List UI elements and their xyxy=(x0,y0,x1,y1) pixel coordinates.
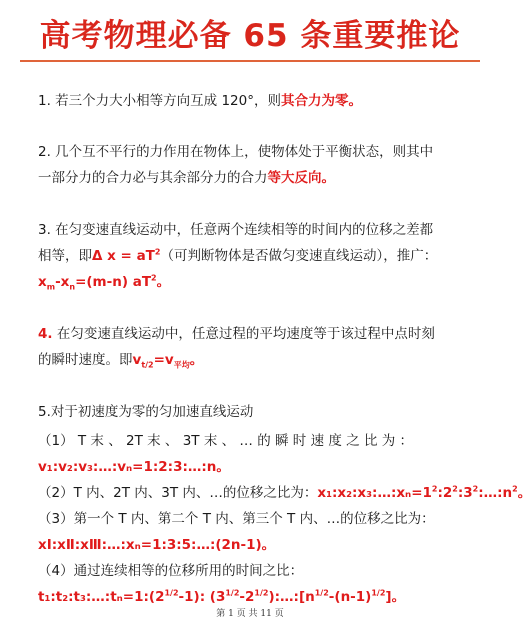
item-2-highlight: 等大反向。 xyxy=(267,170,335,186)
item-4-line-2: 的瞬时速度。即$v_{t/2}=v_{平均}$。 xyxy=(38,352,204,370)
item-4-line-1: 4. 在匀变速直线运动中，任意过程的平均速度等于该过程中点时刻 xyxy=(38,326,435,342)
item-2-line-2 xyxy=(38,169,335,187)
item-5-part-1: （1） T 末 、 2T 末 、 3T 末 、 … 的 瞬 时 速 度 之 比 为 ： xyxy=(38,433,414,449)
item-2-line-1: 2. 几个互不平行的力作用在物体上，使物体处于平衡状态，则其中 xyxy=(38,144,434,160)
item-4-formula: $v_{t/2}=v_{平均}$。 xyxy=(132,352,204,370)
item-5-part-1-ratio: v₁:v₂:v₃:…:vₙ=1:2:3:…:n。 xyxy=(38,459,230,475)
item-1-text: 1. 若三个力大小相等方向互成 120°，则 xyxy=(38,93,281,109)
item-4-number: 4. xyxy=(38,326,53,342)
item-3-line-3: $x_m-x_n=(m-n)$ $aT^2$。 xyxy=(38,273,171,292)
item-5-part-4-ratio: $t_1:t_2:t_3:\dots:t_n=1:(2^{1/2}-1)$: $(3^{1/2}-2^{1/2}):\dots:[n^{1/2}-(n-1)^{1/2}]$。 xyxy=(38,588,406,605)
item-1-highlight: 其合力为零。 xyxy=(280,93,362,109)
item-2-text: 一部分力的合力必与其余部分力的合力 xyxy=(38,170,268,186)
title-divider xyxy=(20,60,480,62)
item-5-part-2: （2）T 内、2T 内、3T 内、…的位移之比为：$x_1:x_2:x_3:\dots:x_n=1^2:2^2:3^2:\dots:n^2$。 xyxy=(38,484,531,501)
item-3-line-1: 3. 在匀变速直线运动中，任意两个连续相等的时间内的位移之差都 xyxy=(38,222,434,238)
item-1 xyxy=(38,92,362,110)
item-3-text: 相等，即 xyxy=(38,248,92,264)
page-title: 高考物理必备 65 条重要推论 xyxy=(39,18,461,54)
item-3-line-2 xyxy=(38,247,437,265)
item-3-formula: Δ $x = aT^2$ xyxy=(92,247,161,264)
item-5-part-2-ratio: $x_1:x_2:x_3:\dots:x_n=1^2:2^2:3^2:\dots:n^2$。 xyxy=(317,484,531,501)
item-5-part-3: （3）第一个 T 内、第二个 T 内、第三个 T 内、…的位移之比为： xyxy=(38,511,435,527)
page-footer: 第 1 页 共 11 页 xyxy=(216,609,284,619)
item-5-part-3-ratio: xⅠ:xⅡ:xⅢ:…:xₙ=1:3:5:…:(2n-1)。 xyxy=(38,537,276,553)
item-5-heading: 5.对于初速度为零的匀加速直线运动 xyxy=(38,404,254,420)
item-5-part-4: （4）通过连续相等的位移所用的时间之比： xyxy=(38,563,304,579)
item-3-suffix: （可判断物体是否做匀变速直线运动），推广： xyxy=(160,248,438,264)
